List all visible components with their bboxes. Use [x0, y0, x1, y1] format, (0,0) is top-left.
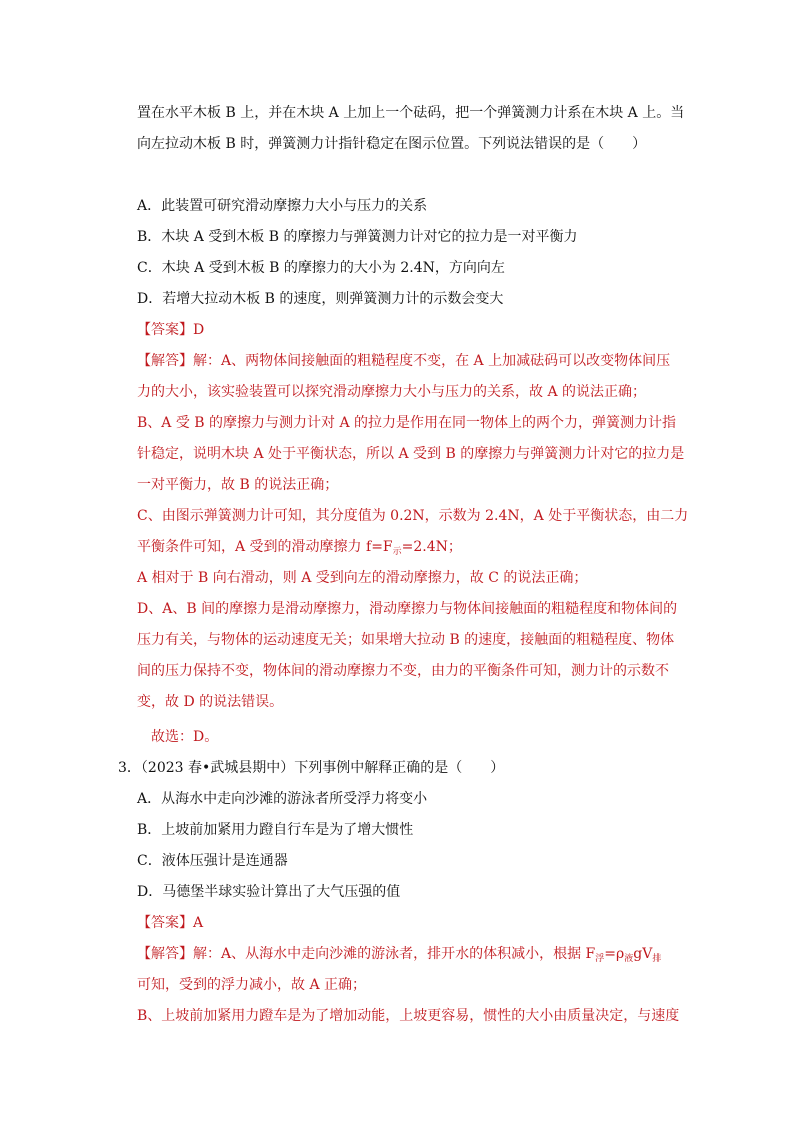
- q2-analysis-line3: B、A 受 B 的摩擦力与测力计对 A 的拉力是作用在同一物体上的两个力，弹簧测力计指: [137, 415, 677, 431]
- q2-answer: [137, 320, 204, 340]
- q2-choose: 故选：D。: [151, 729, 219, 745]
- q3-analysis-label: 【解答】: [137, 946, 193, 962]
- q2-analysis-line4: 针稳定，说明木块 A 处于平衡状态，所以 A 受到 B 的摩擦力与弹簧测力计对它的拉力是: [137, 446, 685, 462]
- subscript-fu: 浮: [595, 954, 605, 964]
- q3-option-c: C．液体压强计是连通器: [137, 853, 288, 869]
- q2-analysis-line9: D、A、B 间的摩擦力是滑动摩擦力，滑动摩擦力与物体间接触面的粗糙程度和物体间的: [137, 601, 678, 617]
- q2-analysis-line10: 压力有关，与物体的运动速度无关；如果增大拉动 B 的速度，接触面的粗糙程度、物体: [137, 632, 675, 648]
- q3-analysis-line2: 可知，受到的浮力减小，故 A 正确；: [137, 977, 367, 993]
- q2-option-d: D．若增大拉动木板 B 的速度，则弹簧测力计的示数会变大: [137, 291, 504, 307]
- q3-analysis-line3: B、上坡前加紧用力蹬车是为了增加动能，上坡更容易，惯性的大小由质量决定，与速度: [137, 1008, 680, 1024]
- q2-analysis-line7: 平衡条件可知，A 受到的滑动摩擦力 $f=F_示=2.4N$；: [137, 539, 462, 557]
- q3-stem: 3．（2023 春•武城县期中）下列事例中解释正确的是（ ）: [118, 760, 505, 776]
- subscript-shi: 示: [392, 547, 402, 557]
- q2-analysis-line6: C、由图示弹簧测力计可知，其分度值为 0.2N，示数为 2.4N，A 处于平衡状态，由二力: [137, 508, 689, 524]
- q2-option-c: C．木块 A 受到木板 B 的摩擦力的大小为 2.4N，方向向左: [137, 260, 505, 276]
- q2-stem-line1: 置在水平木板 B 上，并在木块 A 上加上一个砝码，把一个弹簧测力计系在木块 A 上。当: [137, 105, 685, 121]
- q3-answer-label: 【答案】: [137, 915, 193, 931]
- subscript-ye: 液: [624, 954, 634, 964]
- q3-option-a: A．从海水中走向沙滩的游泳者所受浮力将变小: [137, 791, 428, 807]
- q2-analysis-line11: 间的压力保持不变，物体间的滑动摩擦力不变，由力的平衡条件可知，测力计的示数不: [137, 663, 669, 679]
- q2-analysis-line12: 变，故 D 的说法错误。: [137, 694, 284, 710]
- q2-stem-line2: 向左拉动木板 B 时，弹簧测力计指针稳定在图示位置。下列说法错误的是（ ）: [137, 136, 647, 152]
- q2-analysis-line1: 【解答】解：A、两物体间接触面的粗糙程度不变，在 A 上加减砝码可以改变物体间压: [137, 353, 671, 369]
- q2-answer-value: D: [193, 322, 205, 338]
- subscript-pai: 排: [652, 954, 662, 964]
- q2-answer-label: 【答案】: [137, 322, 193, 338]
- q3-analysis-line1: 【解答】解：A、从海水中走向沙滩的游泳者，排开水的体积减小，根据 $F_浮=\rho_液gV_排$: [137, 946, 662, 964]
- q3-option-d: D．马德堡半球实验计算出了大气压强的值: [137, 884, 401, 900]
- q2-option-b: B．木块 A 受到木板 B 的摩擦力与弹簧测力计对它的拉力是一对平衡力: [137, 229, 578, 245]
- q2-analysis-line5: 一对平衡力，故 B 的说法正确；: [137, 477, 339, 493]
- q3-option-b: B．上坡前加紧用力蹬自行车是为了增大惯性: [137, 822, 414, 838]
- q3-answer: [137, 913, 203, 933]
- q2-analysis-label: 【解答】: [137, 353, 193, 369]
- q3-answer-value: A: [193, 915, 204, 931]
- q2-option-a: A．此装置可研究滑动摩擦力大小与压力的关系: [137, 198, 428, 214]
- q2-analysis-line2: 力的大小，该实验装置可以探究滑动摩擦力大小与压力的关系，故 A 的说法正确；: [137, 384, 647, 400]
- q2-analysis-line8: A 相对于 B 向右滑动，则 A 受到向左的滑动摩擦力，故 C 的说法正确；: [137, 570, 588, 586]
